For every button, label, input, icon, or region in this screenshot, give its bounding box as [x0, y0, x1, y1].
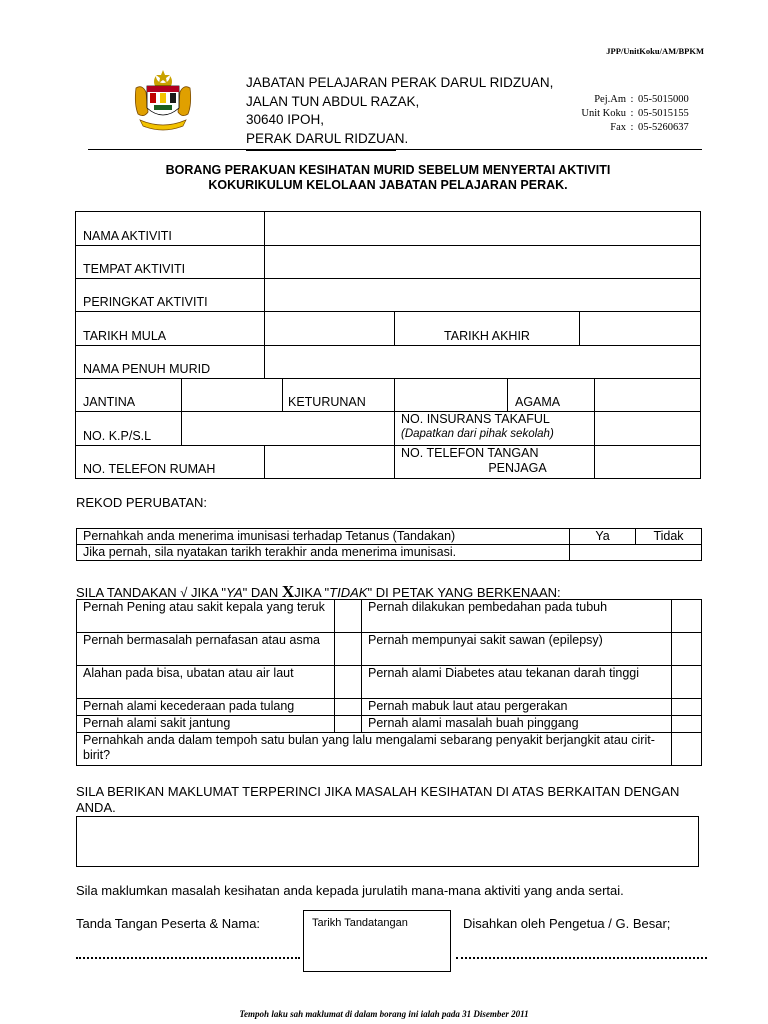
contact-row: Fax : 05-5260637 — [610, 122, 689, 133]
nama-penuh-field[interactable] — [265, 346, 700, 379]
nama-aktiviti-label: NAMA AKTIVITI — [76, 212, 265, 246]
peringkat-aktiviti-label: PERINGKAT AKTIVITI — [76, 279, 265, 312]
condition-label: Pernah bermasalah pernafasan atau asma — [77, 633, 335, 666]
condition-checkbox[interactable] — [335, 633, 362, 666]
condition-checkbox[interactable] — [335, 699, 362, 716]
no-tel-rumah-label: NO. TELEFON RUMAH — [76, 446, 265, 478]
agama-field[interactable] — [595, 379, 700, 412]
validity-footnote: Tempoh laku sah maklumat di dalam borang ini ialah pada 31 Disember 2011 — [239, 1009, 529, 1019]
health-checklist-table — [76, 599, 702, 766]
condition-label: Pernah mempunyai sakit sawan (epilepsy) — [362, 633, 672, 666]
condition-label: Alahan pada bisa, ubatan atau air laut — [77, 666, 335, 699]
condition-checkbox[interactable] — [335, 600, 362, 633]
tarikh-mula-label: TARIKH MULA — [76, 312, 265, 346]
condition-label: Pernah alami kecederaan pada tulang — [77, 699, 335, 716]
header-divider-accent — [246, 149, 396, 151]
contact-row: Pej.Am : 05-5015000 — [594, 94, 689, 105]
ya-checkbox[interactable]: Ya — [570, 529, 636, 545]
immunisation-question: Pernahkah anda menerima imunisasi terhadap Tetanus (Tandakan) — [77, 529, 570, 545]
student-info-grid — [75, 211, 701, 479]
address-line: PERAK DARUL RIDZUAN. — [246, 130, 409, 146]
no-tel-rumah-field[interactable] — [265, 446, 395, 478]
sign-label: Tanda Tangan Peserta & Nama: — [76, 916, 261, 931]
immunisation-date-field[interactable] — [570, 545, 702, 561]
nama-aktiviti-field[interactable] — [265, 212, 700, 246]
approval-signature-line[interactable] — [456, 957, 707, 959]
no-kp-label: NO. K.P/S.L — [76, 412, 182, 446]
checklist-instruction: SILA TANDAKAN √ JIKA "YA" DAN XJIKA "TIDAK" DI PETAK YANG BERKENAAN: — [76, 582, 561, 601]
keturunan-label: KETURUNAN — [283, 379, 395, 412]
jantina-field[interactable] — [182, 379, 283, 412]
condition-label: Pernah alami Diabetes atau tekanan darah tinggi — [362, 666, 672, 699]
notice-text: Sila maklumkan masalah kesihatan anda kepada jurulatih mana-mana aktiviti yang anda sertai. — [76, 883, 624, 898]
no-insurans-field[interactable] — [595, 412, 700, 446]
condition-checkbox[interactable] — [672, 699, 702, 716]
condition-label: Pernah mabuk laut atau pergerakan — [362, 699, 672, 716]
reference-code: JPP/UnitKoku/AM/BPKM — [606, 46, 704, 56]
signature-line[interactable] — [76, 957, 300, 959]
no-insurans-label: NO. INSURANS TAKAFUL (Dapatkan dari pihak sekolah) — [395, 412, 595, 446]
immunisation-date-question: Jika pernah, sila nyatakan tarikh terakhir anda menerima imunisasi. — [77, 545, 570, 561]
condition-label: Pernahkah anda dalam tempoh satu bulan yang lalu mengalami sebarang penyakit berjangkit atau cirit-birit? — [77, 733, 672, 766]
address-line: JABATAN PELAJARAN PERAK DARUL RIDZUAN, — [246, 75, 554, 90]
condition-checkbox[interactable] — [672, 666, 702, 699]
keturunan-field[interactable] — [395, 379, 508, 412]
address-line: JALAN TUN ABDUL RAZAK, — [246, 93, 420, 109]
form-title: BORANG PERAKUAN KESIHATAN MURID SEBELUM MENYERTAI AKTIVITI KOKURIKULUM KELOLAAN JABATAN PELAJARAN PERAK. — [165, 163, 611, 192]
agama-label: AGAMA — [508, 379, 595, 412]
condition-checkbox[interactable] — [335, 716, 362, 733]
tick-icon: √ — [180, 585, 188, 600]
details-textarea[interactable] — [76, 816, 699, 867]
malaysia-coat-of-arms-icon — [132, 68, 194, 134]
approval-label: Disahkan oleh Pengetua / G. Besar; — [463, 916, 671, 931]
department-address — [246, 74, 553, 148]
peringkat-aktiviti-field[interactable] — [265, 279, 700, 312]
condition-checkbox[interactable] — [672, 633, 702, 666]
tarikh-akhir-field[interactable] — [580, 312, 700, 346]
no-tel-penjaga-label: NO. TELEFON TANGAN PENJAGA — [395, 446, 595, 478]
condition-label: Pernah Pening atau sakit kepala yang teruk — [77, 600, 335, 633]
signature-date-box[interactable]: Tarikh Tandatangan — [303, 910, 451, 972]
no-kp-field[interactable] — [182, 412, 395, 446]
condition-checkbox[interactable] — [672, 600, 702, 633]
tidak-checkbox[interactable]: Tidak — [636, 529, 702, 545]
nama-penuh-label: NAMA PENUH MURID — [76, 346, 265, 379]
condition-checkbox[interactable] — [335, 666, 362, 699]
details-heading: SILA BERIKAN MAKLUMAT TERPERINCI JIKA MASALAH KESIHATAN DI ATAS BERKAITAN DENGAN ANDA. — [76, 784, 680, 815]
cross-icon: X — [281, 582, 295, 601]
tarikh-mula-field[interactable] — [265, 312, 395, 346]
tarikh-akhir-label: TARIKH AKHIR — [395, 312, 580, 346]
contact-row: Unit Koku : 05-5015155 — [581, 108, 689, 119]
immunisation-table — [76, 528, 702, 561]
condition-checkbox[interactable] — [672, 716, 702, 733]
no-tel-penjaga-field[interactable] — [595, 446, 700, 478]
tempat-aktiviti-label: TEMPAT AKTIVITI — [76, 246, 265, 279]
rekod-perubatan-heading: REKOD PERUBATAN: — [76, 495, 207, 510]
condition-label: Pernah alami sakit jantung — [77, 716, 335, 733]
tempat-aktiviti-field[interactable] — [265, 246, 700, 279]
contact-numbers — [560, 93, 689, 135]
condition-label: Pernah alami masalah buah pinggang — [362, 716, 672, 733]
condition-label: Pernah dilakukan pembedahan pada tubuh — [362, 600, 672, 633]
condition-checkbox[interactable] — [672, 733, 702, 766]
address-line: 30640 IPOH, — [246, 112, 325, 127]
jantina-label: JANTINA — [76, 379, 182, 412]
